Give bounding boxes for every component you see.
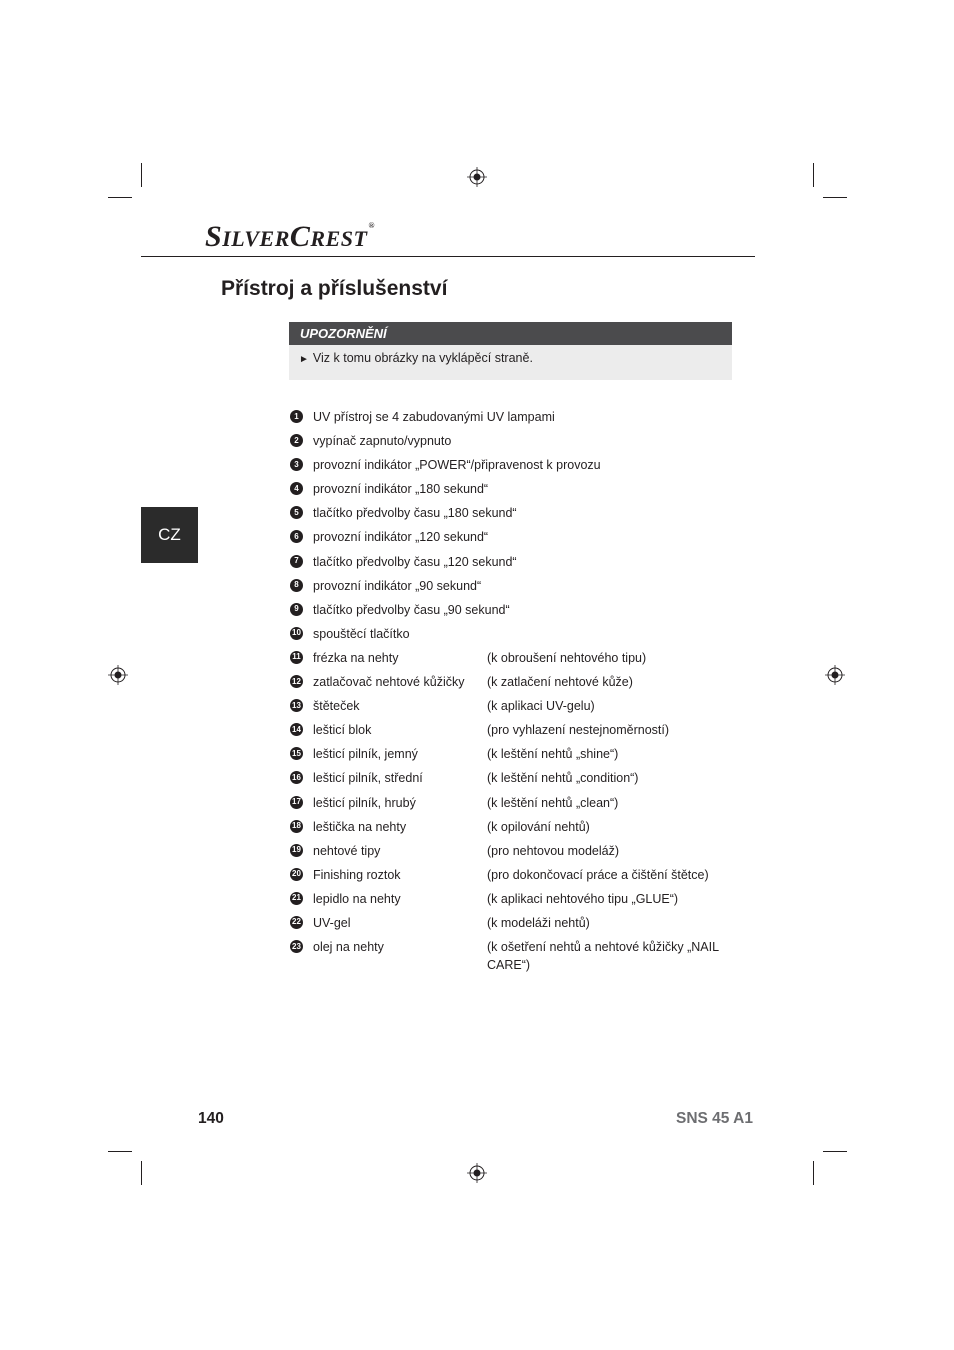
list-item: [290, 625, 740, 649]
item-number-badge: 22: [290, 916, 303, 929]
item-description: (k obroušení nehtového tipu): [487, 650, 647, 665]
item-number-badge: 7: [290, 555, 303, 568]
list-item: [290, 794, 740, 818]
item-number-badge: 3: [290, 458, 303, 471]
item-number-badge: 9: [290, 603, 303, 616]
item-description: (k modeláži nehtů): [487, 915, 590, 930]
item-description: (pro dokončovací práce a čištění štětce): [487, 867, 709, 882]
notice-heading: UPOZORNĚNÍ: [289, 322, 732, 345]
item-description: (k leštění nehtů „shine“): [487, 747, 619, 762]
item-name: lešticí pilník, střední: [313, 771, 423, 786]
list-item: [290, 480, 740, 504]
list-item: [290, 745, 740, 769]
item-name: Finishing roztok: [313, 867, 401, 882]
item-name: olej na nehty: [313, 940, 384, 955]
notice-body: [289, 345, 732, 380]
list-item: [290, 842, 740, 866]
item-name: štěteček: [313, 699, 360, 714]
item-number-badge: 2: [290, 434, 303, 447]
crop-mark: [813, 1161, 814, 1185]
item-number-badge: 15: [290, 747, 303, 760]
list-item: [290, 456, 740, 480]
item-name: UV přístroj se 4 zabudovanými UV lampami: [313, 410, 555, 424]
list-item: [290, 697, 740, 721]
item-number-badge: 1: [290, 410, 303, 423]
list-item: [290, 553, 740, 577]
item-number-badge: 12: [290, 675, 303, 688]
registration-mark-icon: [467, 1163, 487, 1183]
page-title: Přístroj a příslušenství: [221, 277, 448, 300]
item-number-badge: 17: [290, 796, 303, 809]
item-name: lešticí pilník, jemný: [313, 747, 418, 762]
item-description: (pro vyhlazení nestejnoměrností): [487, 723, 670, 738]
item-number-badge: 21: [290, 892, 303, 905]
item-description: (k ošetření nehtů a nehtové kůžičky „NAIL CARE“): [487, 940, 719, 973]
item-name: lešticí pilník, hrubý: [313, 795, 416, 810]
item-name: provozní indikátor „180 sekund“: [313, 482, 489, 497]
header-rule: [141, 256, 755, 257]
item-name: spouštěcí tlačítko: [313, 626, 410, 641]
item-name: zatlačovač nehtové kůžičky: [313, 675, 465, 690]
item-number-badge: 19: [290, 844, 303, 857]
list-item: [290, 649, 740, 673]
list-item: [290, 673, 740, 697]
list-item: [290, 818, 740, 842]
item-number-badge: 16: [290, 771, 303, 784]
list-item: [290, 408, 740, 432]
item-name: UV-gel: [313, 915, 351, 930]
item-name: lepidlo na nehty: [313, 891, 401, 906]
item-name: frézka na nehty: [313, 650, 399, 665]
crop-mark: [823, 197, 847, 198]
list-item: [290, 938, 740, 973]
model-number: SNS 45 A1: [676, 1110, 753, 1127]
item-number-badge: 5: [290, 506, 303, 519]
item-description: (k leštění nehtů „clean“): [487, 795, 619, 810]
notice-text: Viz k tomu obrázky na vyklápěcí straně.: [312, 351, 533, 365]
arrow-right-icon: ►: [299, 354, 309, 365]
item-name: provozní indikátor „POWER“/připravenost k provozu: [313, 458, 601, 473]
registration-mark-icon: [467, 167, 487, 187]
list-item: [290, 890, 740, 914]
item-number-badge: 18: [290, 820, 303, 833]
item-name: tlačítko předvolby času „90 sekund“: [313, 602, 510, 617]
registration-mark-icon: [825, 665, 845, 685]
list-item: [290, 914, 740, 938]
item-name: vypínač zapnuto/vypnuto: [313, 434, 452, 449]
crop-mark: [108, 1151, 132, 1152]
item-name: leštička na nehty: [313, 819, 407, 834]
language-tab: CZ: [141, 507, 198, 563]
list-item: [290, 866, 740, 890]
item-number-badge: 13: [290, 699, 303, 712]
crop-mark: [141, 163, 142, 187]
list-item: [290, 432, 740, 456]
item-number-badge: 8: [290, 579, 303, 592]
page-number: 140: [198, 1110, 224, 1127]
registration-mark-icon: [108, 665, 128, 685]
item-name: nehtové tipy: [313, 843, 381, 858]
item-name: tlačítko předvolby času „180 sekund“: [313, 506, 517, 521]
list-item: [290, 721, 740, 745]
item-name: lešticí blok: [313, 723, 372, 738]
item-name: provozní indikátor „120 sekund“: [313, 530, 489, 545]
item-number-badge: 20: [290, 868, 303, 881]
list-item: [290, 577, 740, 601]
list-item: [290, 769, 740, 793]
item-description: (k leštění nehtů „condition“): [487, 771, 639, 786]
item-name: provozní indikátor „90 sekund“: [313, 578, 482, 593]
parts-list: [290, 408, 740, 973]
item-description: (pro nehtovou modeláž): [487, 843, 620, 858]
item-number-badge: 14: [290, 723, 303, 736]
list-item: [290, 528, 740, 552]
item-description: (k aplikaci nehtového tipu „GLUE“): [487, 891, 679, 906]
item-number-badge: 6: [290, 530, 303, 543]
item-name: tlačítko předvolby času „120 sekund“: [313, 554, 517, 569]
crop-mark: [813, 163, 814, 187]
item-number-badge: 23: [290, 940, 303, 953]
list-item: [290, 504, 740, 528]
crop-mark: [141, 1161, 142, 1185]
item-description: (k opilování nehtů): [487, 819, 590, 834]
crop-mark: [823, 1151, 847, 1152]
item-description: (k zatlačení nehtové kůže): [487, 675, 633, 690]
brand-logo: SILVERCREST®: [205, 220, 375, 253]
item-number-badge: 10: [290, 627, 303, 640]
item-number-badge: 11: [290, 651, 303, 664]
crop-mark: [108, 197, 132, 198]
item-description: (k aplikaci UV-gelu): [487, 699, 595, 714]
list-item: [290, 601, 740, 625]
item-number-badge: 4: [290, 482, 303, 495]
